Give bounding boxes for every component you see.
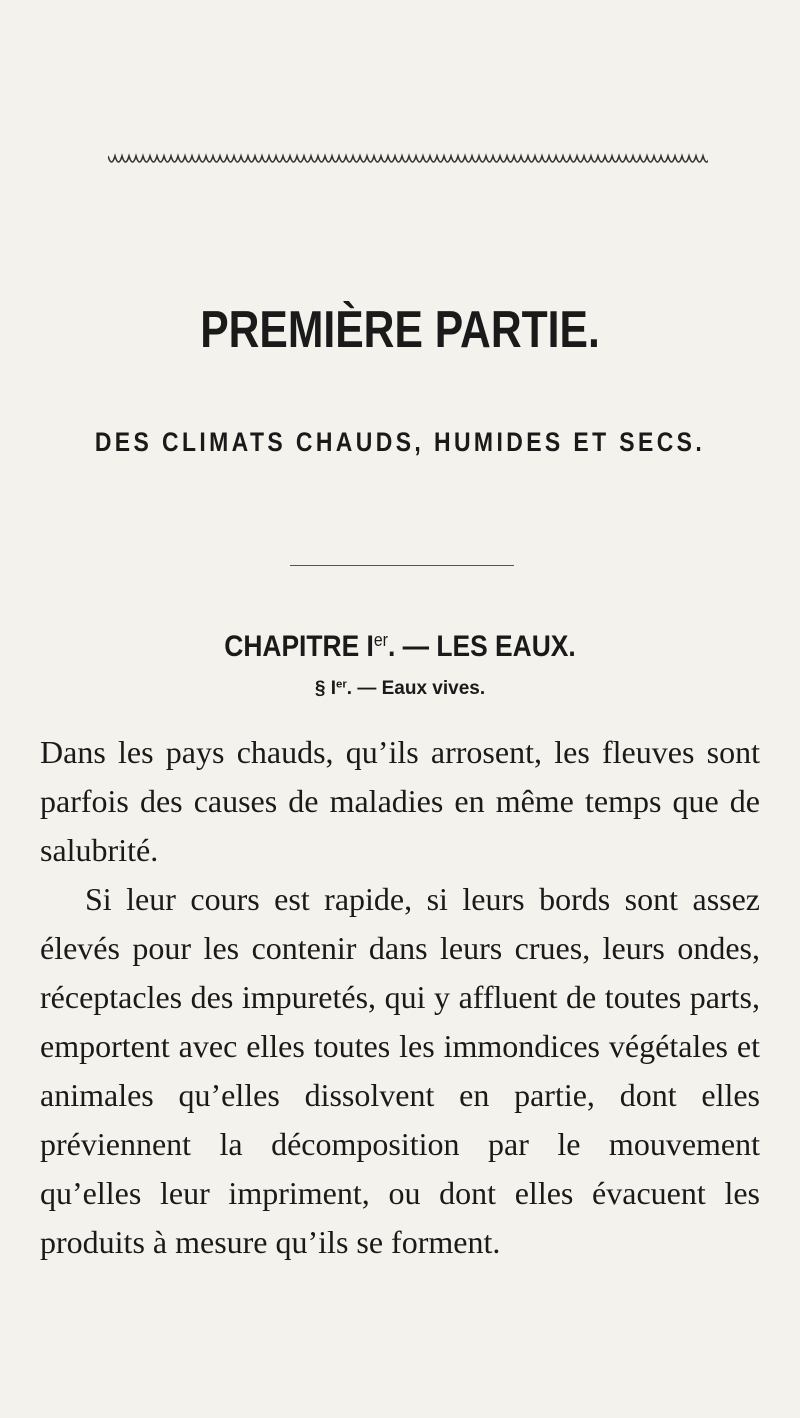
chapter-heading — [48, 630, 752, 664]
chapter-sup: er — [373, 630, 388, 651]
paragraph-2: Si leur cours est rapide, si leurs bords sont assez élevés pour les contenir dans leurs crues, leurs ondes, réceptacles des impuretés, qui y affluent de toutes parts, emportent avec elles toutes les immondices végétales et animales qu’elles dissolvent en partie, dont elles préviennent la décomposition par le mouvement qu’elles leur impriment, ou dont elles évacuent les produits à mesure qu’ils se forment. — [40, 881, 760, 1260]
section-sup: er — [335, 678, 347, 691]
paragraph-1: Dans les pays chauds, qu’ils arrosent, les fleuves sont parfois des causes de maladies en même temps que de salubrité. — [40, 734, 760, 868]
wave-ornament — [108, 150, 708, 172]
section-heading — [0, 678, 800, 700]
divider-rule — [290, 565, 514, 566]
chapter-title: LES EAUX. — [436, 630, 576, 663]
part-title: PREMIÈRE PARTIE. — [200, 301, 600, 359]
chapter-label: CHAPITRE I — [224, 630, 374, 663]
subtitle: DES CLIMATS CHAUDS, HUMIDES ET SECS. — [94, 427, 706, 457]
body-text — [40, 728, 760, 1267]
chapter-dash: . — — [387, 630, 437, 663]
section-symbol: § I — [314, 678, 336, 699]
section-rest: . — Eaux vives. — [346, 678, 486, 699]
